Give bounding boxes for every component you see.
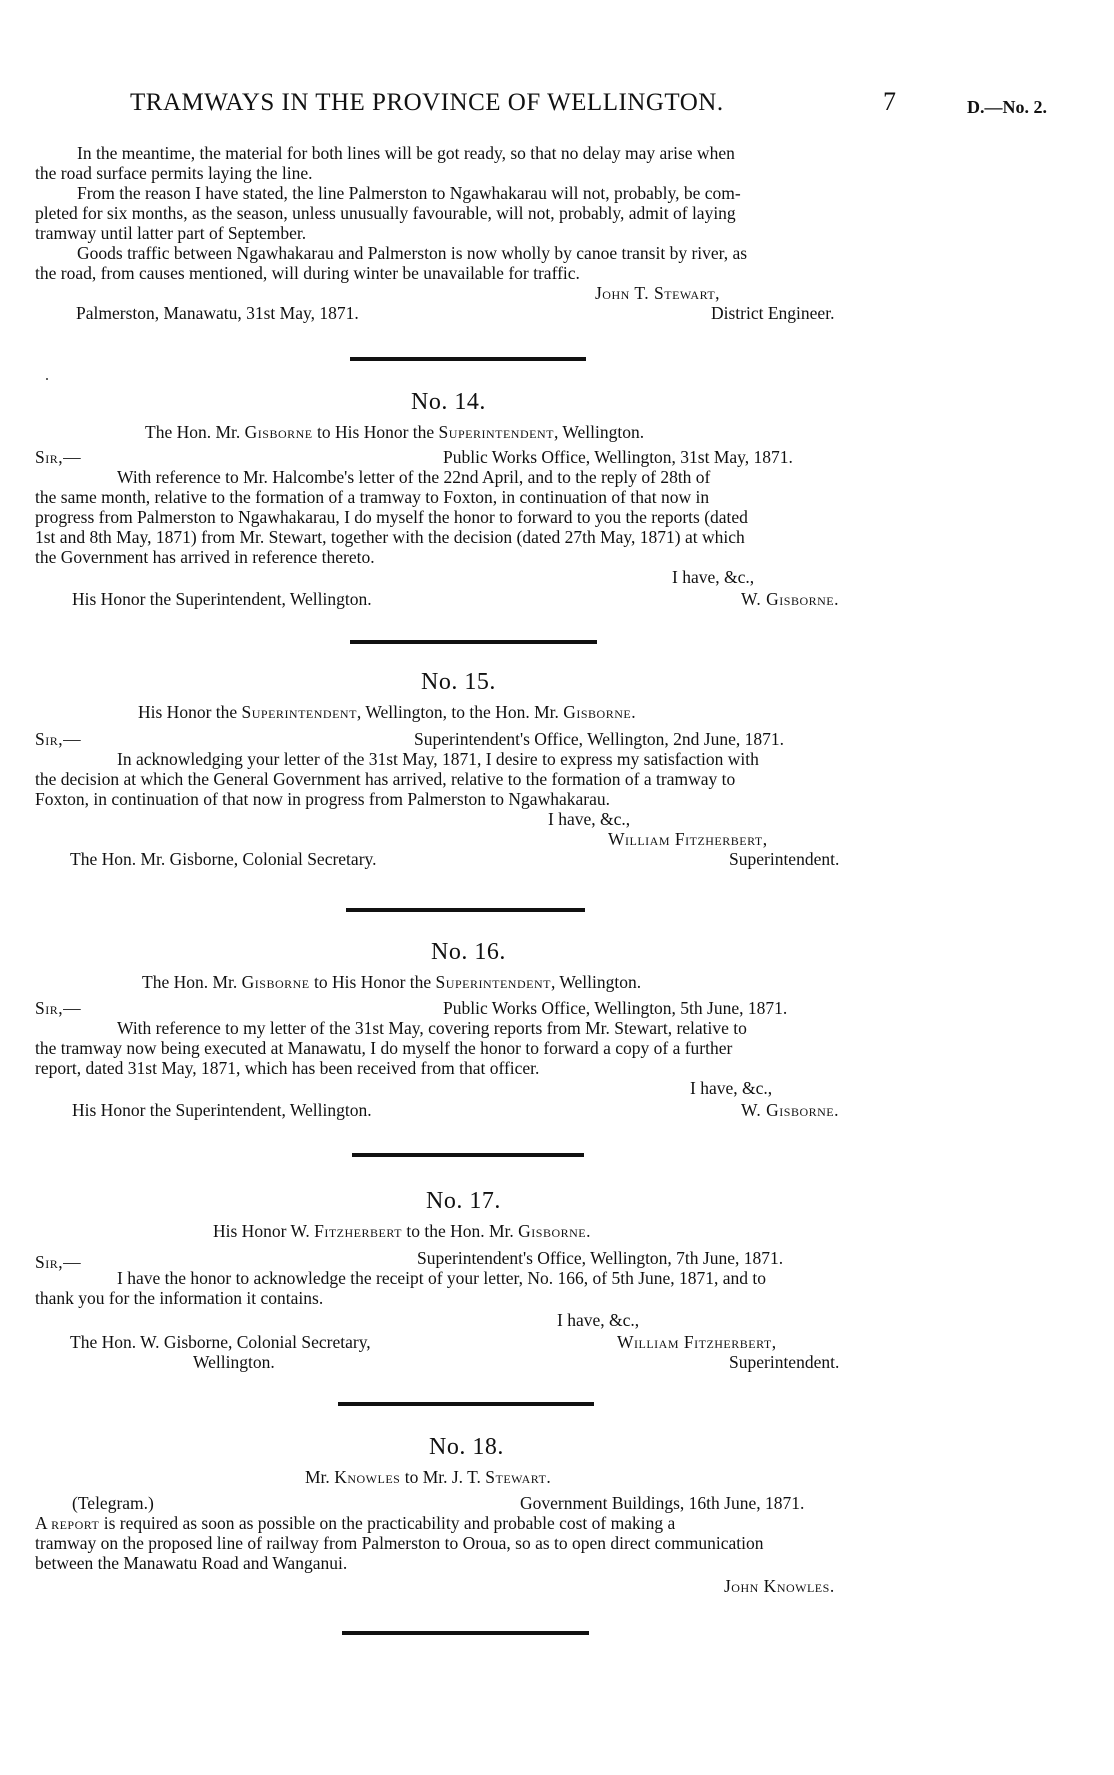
signature: William Fitzherbert, [608,829,768,849]
signatory-title: Superintendent. [729,1352,840,1372]
paragraph-line: the same month, relative to the formation of a tramway to Foxton, in continuation of that now in [35,487,710,507]
addressee: His Honor the Superintendent, Wellington. [72,1100,372,1120]
paragraph-line: the tramway now being executed at Manawatu, I do myself the honor to forward a copy of a further [35,1038,733,1058]
paragraph: In acknowledging your letter of the 31st May, 1871, I desire to express my satisfaction with [117,749,759,769]
print-speck [46,378,48,380]
paragraph-line: the road surface permits laying the line. [35,163,313,183]
paragraph: With reference to my letter of the 31st May, covering reports from Mr. Stewart, relative to [117,1018,747,1038]
page-title: TRAMWAYS IN THE PROVINCE OF WELLINGTON. [130,89,724,116]
paragraph-line: pleted for six months, as the season, unless unusually favourable, will not, probably, admit of laying [35,203,736,223]
paragraph: In the meantime, the material for both lines will be got ready, so that no delay may arise when [77,143,735,163]
closing: I have, &c., [672,567,755,587]
office-date: Superintendent's Office, Wellington, 2nd June, 1871. [414,729,785,749]
letter-heading: The Hon. Mr. Gisborne to His Honor the Superintendent, Wellington. [145,422,645,442]
letter-number: No. 16. [431,939,506,965]
addressee: The Hon. Mr. Gisborne, Colonial Secretary. [70,849,377,869]
office-date: Government Buildings, 16th June, 1871. [520,1493,805,1513]
paragraph-line: tramway on the proposed line of railway from Palmerston to Oroua, so as to open direct communication [35,1533,764,1553]
paragraph-line: report, dated 31st May, 1871, which has been received from that officer. [35,1058,540,1078]
paragraph-line: Foxton, in continuation of that now in progress from Palmerston to Ngawhakarau. [35,789,610,809]
paragraph: A report is required as soon as possible on the practicability and probable cost of making a [35,1513,676,1533]
salutation: Sir,— [35,1252,82,1272]
letter-heading: The Hon. Mr. Gisborne to His Honor the Superintendent, Wellington. [142,972,642,992]
paragraph: From the reason I have stated, the line Palmerston to Ngawhakarau will not, probably, be com- [77,183,741,203]
paragraph-line: between the Manawatu Road and Wanganui. [35,1553,348,1573]
section-divider [346,908,585,912]
signature: John T. Stewart, [595,283,721,303]
section-divider [338,1402,594,1406]
salutation: Sir,— [35,729,82,749]
letter-heading: His Honor W. Fitzherbert to the Hon. Mr. Gisborne. [213,1221,591,1241]
paragraph: I have the honor to acknowledge the receipt of your letter, No. 166, of 5th June, 1871, and to [117,1268,767,1288]
section-divider [342,1631,589,1635]
paragraph: Goods traffic between Ngawhakarau and Palmerston is now wholly by canoe transit by river, as [77,243,748,263]
letter-number: No. 17. [426,1188,501,1214]
page-number: 7 [883,87,896,116]
salutation: Sir,— [35,998,82,1018]
telegram-label: (Telegram.) [72,1493,154,1513]
signatory-title: District Engineer. [711,303,835,323]
paragraph-line: the road, from causes mentioned, will during winter be unavailable for traffic. [35,263,580,283]
paragraph-line: the Government has arrived in reference thereto. [35,547,375,567]
closing: I have, &c., [548,809,631,829]
addressee: The Hon. W. Gisborne, Colonial Secretary, [70,1332,371,1352]
office-date: Superintendent's Office, Wellington, 7th June, 1871. [417,1248,784,1268]
signature: John Knowles. [724,1576,835,1596]
letter-number: No. 15. [421,669,496,695]
closing: I have, &c., [690,1078,773,1098]
closing: I have, &c., [557,1310,640,1330]
addressee: His Honor the Superintendent, Wellington. [72,589,372,609]
paragraph-line: 1st and 8th May, 1871) from Mr. Stewart, together with the decision (dated 27th May, 1871) at which [35,527,745,547]
section-divider [350,357,586,361]
document-number: D.—No. 2. [967,97,1047,117]
addressee-city: Wellington. [193,1352,275,1372]
paragraph-line: progress from Palmerston to Ngawhakarau, I do myself the honor to forward to you the reports (dated [35,507,748,527]
signature: William Fitzherbert, [617,1332,777,1352]
letter-heading: Mr. Knowles to Mr. J. T. Stewart. [305,1467,551,1487]
signature: W. Gisborne. [741,1100,840,1120]
paragraph: With reference to Mr. Halcombe's letter of the 22nd April, and to the reply of 28th of [117,467,711,487]
salutation: Sir,— [35,447,82,467]
place-date: Palmerston, Manawatu, 31st May, 1871. [76,303,359,323]
letter-heading: His Honor the Superintendent, Wellington, to the Hon. Mr. Gisborne. [138,702,636,722]
section-divider [352,1153,584,1157]
office-date: Public Works Office, Wellington, 5th June, 1871. [443,998,788,1018]
paragraph-line: tramway until latter part of September. [35,223,307,243]
office-date: Public Works Office, Wellington, 31st May, 1871. [443,447,793,467]
letter-number: No. 14. [411,389,486,415]
section-divider [350,640,597,644]
paragraph-line: the decision at which the General Government has arrived, relative to the formation of a tramway to [35,769,736,789]
paragraph-line: thank you for the information it contains. [35,1288,324,1308]
letter-number: No. 18. [429,1434,504,1460]
signature: W. Gisborne. [741,589,840,609]
signatory-title: Superintendent. [729,849,840,869]
